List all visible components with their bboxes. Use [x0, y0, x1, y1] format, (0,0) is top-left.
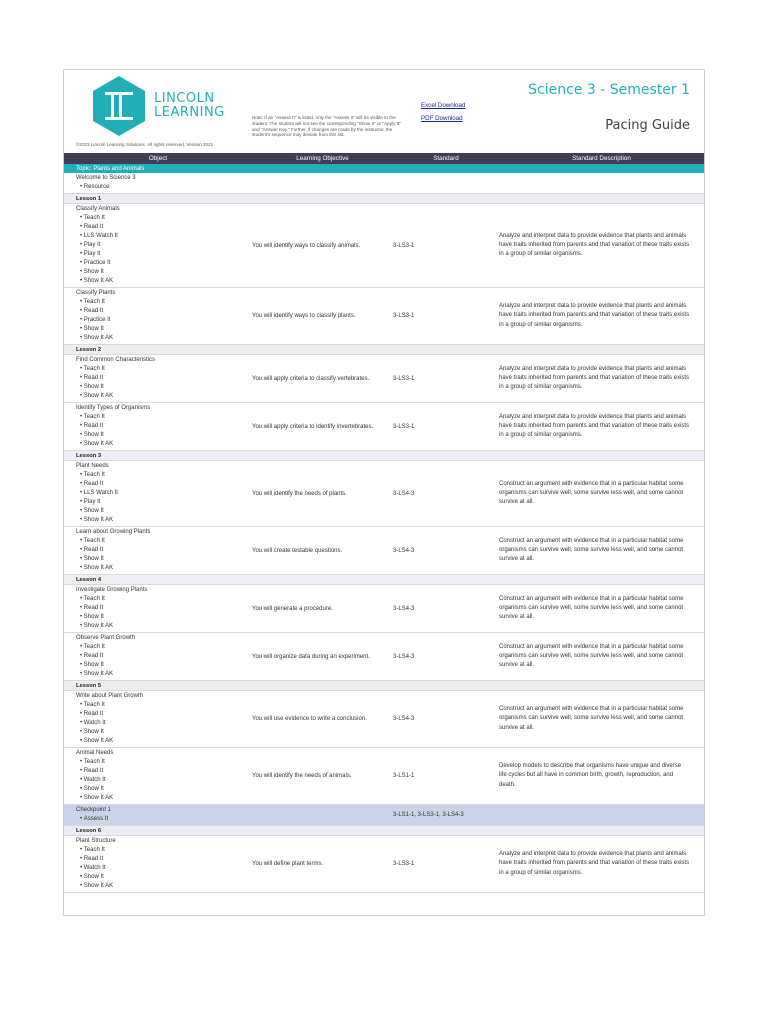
- activity-item[interactable]: • LLS Watch It: [76, 232, 252, 241]
- object-cell: [64, 355, 252, 403]
- standard-cell: 3-LS3-1: [393, 288, 499, 345]
- activity-item[interactable]: • Read It: [76, 307, 252, 316]
- object-title: Welcome to Science 3: [76, 175, 136, 181]
- standard-cell: 3-LS4-3: [393, 527, 499, 575]
- table-row: [64, 204, 704, 288]
- column-header-standard: Standard: [393, 153, 499, 164]
- activity-item[interactable]: • Watch It: [76, 776, 252, 785]
- table-row: [64, 403, 704, 451]
- activity-item[interactable]: • Show It AK: [76, 277, 252, 286]
- activity-item[interactable]: • Show It: [76, 661, 252, 670]
- object-cell: [64, 527, 252, 575]
- lesson-row: [64, 194, 704, 204]
- object-cell: [64, 288, 252, 345]
- activity-item[interactable]: • Show It AK: [76, 564, 252, 573]
- activity-item[interactable]: • Show It: [76, 555, 252, 564]
- activity-item[interactable]: • Teach It: [76, 595, 252, 604]
- description-cell: Construct an argument with evidence that in a particular habitat some organisms can survive well, some survive less well, and some cannot survive at all.: [499, 691, 704, 748]
- logo-line-2: LEARNING: [154, 105, 225, 120]
- activity-item[interactable]: • Assess It: [76, 815, 252, 824]
- table-row: [64, 527, 704, 575]
- lesson-label: Lesson 4: [64, 575, 704, 585]
- table-row: [64, 691, 704, 748]
- objective-cell: You will organize data during an experiment.: [252, 633, 393, 681]
- activity-item[interactable]: • LLS Watch It: [76, 489, 252, 498]
- pacing-table: [64, 153, 704, 893]
- activity-item[interactable]: • Teach It: [76, 846, 252, 855]
- description-cell: Analyze and interpret data to provide evidence that plants and animals have traits inherited from parents and that variation of these traits exists in a group of similar organisms.: [499, 836, 704, 893]
- column-header-standard-description: Standard Description: [499, 153, 704, 164]
- activity-item[interactable]: • Practice It: [76, 259, 252, 268]
- activity-item[interactable]: • Read It: [76, 652, 252, 661]
- standard-cell: 3-LS3-1: [393, 204, 499, 288]
- objective-cell: [252, 805, 393, 826]
- activity-item[interactable]: • Show It: [76, 507, 252, 516]
- standard-cell: 3-LS4-3: [393, 633, 499, 681]
- object-cell: [64, 805, 252, 826]
- activity-item[interactable]: • Show It: [76, 613, 252, 622]
- activity-item[interactable]: • Watch It: [76, 864, 252, 873]
- activity-item[interactable]: • Teach It: [76, 471, 252, 480]
- object-title: Investigate Growing Plants: [76, 587, 148, 593]
- activity-item[interactable]: • Read It: [76, 604, 252, 613]
- activity-item[interactable]: • Read It: [76, 855, 252, 864]
- activity-item[interactable]: • Show It AK: [76, 670, 252, 679]
- activity-item[interactable]: • Play It: [76, 250, 252, 259]
- description-cell: Analyze and interpret data to provide evidence that plants and animals have traits inherited from parents and that variation of these traits exists in a group of similar organisms.: [499, 355, 704, 403]
- activity-item[interactable]: • Show It: [76, 728, 252, 737]
- objective-cell: You will use evidence to write a conclusion.: [252, 691, 393, 748]
- activity-item[interactable]: • Play It: [76, 241, 252, 250]
- lesson-row: [64, 826, 704, 836]
- description-cell: Construct an argument with evidence that in a particular habitat some organisms can survive well, some survive less well, and some cannot survive at all.: [499, 527, 704, 575]
- activity-item[interactable]: • Teach It: [76, 537, 252, 546]
- excel-download-link[interactable]: Excel Download: [421, 102, 466, 109]
- table-row: [64, 461, 704, 527]
- activity-item[interactable]: • Read It: [76, 767, 252, 776]
- activity-item[interactable]: • Show It AK: [76, 334, 252, 343]
- activity-item[interactable]: • Show It AK: [76, 392, 252, 401]
- description-cell: Develop models to describe that organisms have unique and diverse life cycles but all have in common birth, growth, reproduction, and death.: [499, 748, 704, 805]
- activity-item[interactable]: • Teach It: [76, 758, 252, 767]
- object-title: Find Common Characteristics: [76, 357, 156, 363]
- activity-item[interactable]: • Show It: [76, 873, 252, 882]
- object-cell: [64, 633, 252, 681]
- activity-item[interactable]: • Show It: [76, 431, 252, 440]
- activity-item[interactable]: • Show It: [76, 268, 252, 277]
- object-title: Learn about Growing Plants: [76, 529, 151, 535]
- standard-cell: 3-LS4-3: [393, 461, 499, 527]
- object-title: Identify Types of Organisms: [76, 405, 151, 411]
- object-title: Plant Needs: [76, 463, 109, 469]
- copyright: ©2023 Lincoln Learning Solutions. All rights reserved. Version 2021: [76, 142, 214, 147]
- object-title: Checkpoint 1: [76, 807, 112, 813]
- lesson-label: Lesson 3: [64, 451, 704, 461]
- topic-row: [64, 164, 704, 173]
- table-row: [64, 585, 704, 633]
- lesson-label: Lesson 5: [64, 681, 704, 691]
- lesson-label: Lesson 1: [64, 194, 704, 204]
- lincoln-learning-logo-icon: [92, 75, 146, 137]
- lesson-label: Lesson 2: [64, 345, 704, 355]
- activity-item[interactable]: • Show It AK: [76, 737, 252, 746]
- standard-cell: 3-LS3-1: [393, 355, 499, 403]
- activity-item[interactable]: • Read It: [76, 480, 252, 489]
- lesson-row: [64, 575, 704, 585]
- objective-cell: [252, 173, 393, 194]
- object-cell: [64, 403, 252, 451]
- objective-cell: You will generate a procedure.: [252, 585, 393, 633]
- activity-item[interactable]: • Play It: [76, 498, 252, 507]
- activity-item[interactable]: • Read It: [76, 710, 252, 719]
- activity-item[interactable]: • Teach It: [76, 413, 252, 422]
- objective-cell: You will identify the needs of animals.: [252, 748, 393, 805]
- pdf-download-link[interactable]: PDF Download: [421, 115, 463, 122]
- table-header-row: [64, 153, 704, 164]
- page-subtitle: Pacing Guide: [605, 118, 690, 133]
- description-cell: [499, 805, 704, 826]
- activity-item[interactable]: • Teach It: [76, 643, 252, 652]
- lesson-row: [64, 681, 704, 691]
- standard-cell: 3-LS4-3: [393, 585, 499, 633]
- page-title: Science 3 - Semester 1: [528, 82, 690, 98]
- activity-item[interactable]: • Show It AK: [76, 516, 252, 525]
- object-cell: [64, 204, 252, 288]
- objective-cell: You will identify ways to classify plants.: [252, 288, 393, 345]
- object-title: Animal Needs: [76, 750, 114, 756]
- assess-note: Note: If an "Assess It" is listed, only the "Assess It" will be visible to the student. The student will not see the corresponding "Show It" or "Apply It" and "Answer Key." Further, if changes are made by the instructor, the student's sequence may deviate from this list.: [252, 115, 401, 138]
- table-row: [64, 355, 704, 403]
- objective-cell: You will apply criteria to classify vertebrates.: [252, 355, 393, 403]
- activity-item[interactable]: • Show It AK: [76, 440, 252, 449]
- checkpoint-row: [64, 805, 704, 826]
- standard-cell: 3-LS1-1, 3-LS3-1, 3-LS4-3: [393, 805, 499, 826]
- activity-item[interactable]: • Show It: [76, 785, 252, 794]
- table-body: [64, 164, 704, 893]
- logo-text: [154, 92, 225, 120]
- object-cell: [64, 691, 252, 748]
- activity-item[interactable]: • Show It AK: [76, 882, 252, 891]
- table-row: [64, 748, 704, 805]
- activity-item[interactable]: • Show It AK: [76, 794, 252, 803]
- table-row: [64, 173, 704, 194]
- description-cell: Construct an argument with evidence that in a particular habitat some organisms can survive well, some survive less well, and some cannot survive at all.: [499, 585, 704, 633]
- lesson-label: Lesson 6: [64, 826, 704, 836]
- object-cell: [64, 585, 252, 633]
- object-cell: [64, 748, 252, 805]
- object-cell: [64, 836, 252, 893]
- activity-item[interactable]: • Teach It: [76, 298, 252, 307]
- activity-item[interactable]: • Read It: [76, 223, 252, 232]
- activity-item[interactable]: • Show It AK: [76, 622, 252, 631]
- object-title: Observe Plant Growth: [76, 635, 136, 641]
- objective-cell: You will apply criteria to identify invertebrates.: [252, 403, 393, 451]
- table-row: [64, 836, 704, 893]
- standard-cell: 3-LS3-1: [393, 836, 499, 893]
- standard-cell: 3-LS4-3: [393, 691, 499, 748]
- objective-cell: You will identify ways to classify animals.: [252, 204, 393, 288]
- activity-item[interactable]: • Practice It: [76, 316, 252, 325]
- column-header-object: Object: [64, 153, 252, 164]
- standard-cell: 3-LS1-1: [393, 748, 499, 805]
- objective-cell: You will identify the needs of plants.: [252, 461, 393, 527]
- description-cell: Analyze and interpret data to provide evidence that plants and animals have traits inherited from parents and that variation of these traits exists in a group of similar organisms.: [499, 403, 704, 451]
- activity-item[interactable]: • Teach It: [76, 214, 252, 223]
- activity-item[interactable]: • Read It: [76, 374, 252, 383]
- object-cell: [64, 461, 252, 527]
- column-header-learning-objective: Learning Objective: [252, 153, 393, 164]
- pacing-guide-page: [63, 69, 705, 916]
- standard-cell: [393, 173, 499, 194]
- objective-cell: You will create testable questions.: [252, 527, 393, 575]
- description-cell: Analyze and interpret data to provide evidence that plants and animals have traits inherited from parents and that variation of these traits exists in a group of similar organisms.: [499, 204, 704, 288]
- activity-item[interactable]: • Teach It: [76, 701, 252, 710]
- table-row: [64, 288, 704, 345]
- lesson-row: [64, 345, 704, 355]
- activity-item[interactable]: • Watch It: [76, 719, 252, 728]
- activity-item[interactable]: • Resource: [76, 183, 252, 192]
- activity-item[interactable]: • Show It: [76, 325, 252, 334]
- activity-item[interactable]: • Read It: [76, 422, 252, 431]
- object-title: Write about Plant Growth: [76, 693, 143, 699]
- logo-line-1: LINCOLN: [154, 91, 215, 106]
- topic-label: Topic: Plants and Animals: [64, 164, 704, 173]
- lesson-row: [64, 451, 704, 461]
- header: [64, 70, 704, 153]
- object-title: Classify Animals: [76, 206, 120, 212]
- activity-item[interactable]: • Teach It: [76, 365, 252, 374]
- objective-cell: You will define plant terms.: [252, 836, 393, 893]
- description-cell: [499, 173, 704, 194]
- activity-item[interactable]: • Show It: [76, 383, 252, 392]
- object-title: Classify Plants: [76, 290, 116, 296]
- table-row: [64, 633, 704, 681]
- object-title: Plant Structure: [76, 838, 116, 844]
- standard-cell: 3-LS3-1: [393, 403, 499, 451]
- description-cell: Construct an argument with evidence that in a particular habitat some organisms can survive well, some survive less well, and some cannot survive at all.: [499, 633, 704, 681]
- description-cell: Construct an argument with evidence that in a particular habitat some organisms can survive well, some survive less well, and some cannot survive at all.: [499, 461, 704, 527]
- description-cell: Analyze and interpret data to provide evidence that plants and animals have traits inherited from parents and that variation of these traits exists in a group of similar organisms.: [499, 288, 704, 345]
- object-cell: [64, 173, 252, 194]
- activity-item[interactable]: • Read It: [76, 546, 252, 555]
